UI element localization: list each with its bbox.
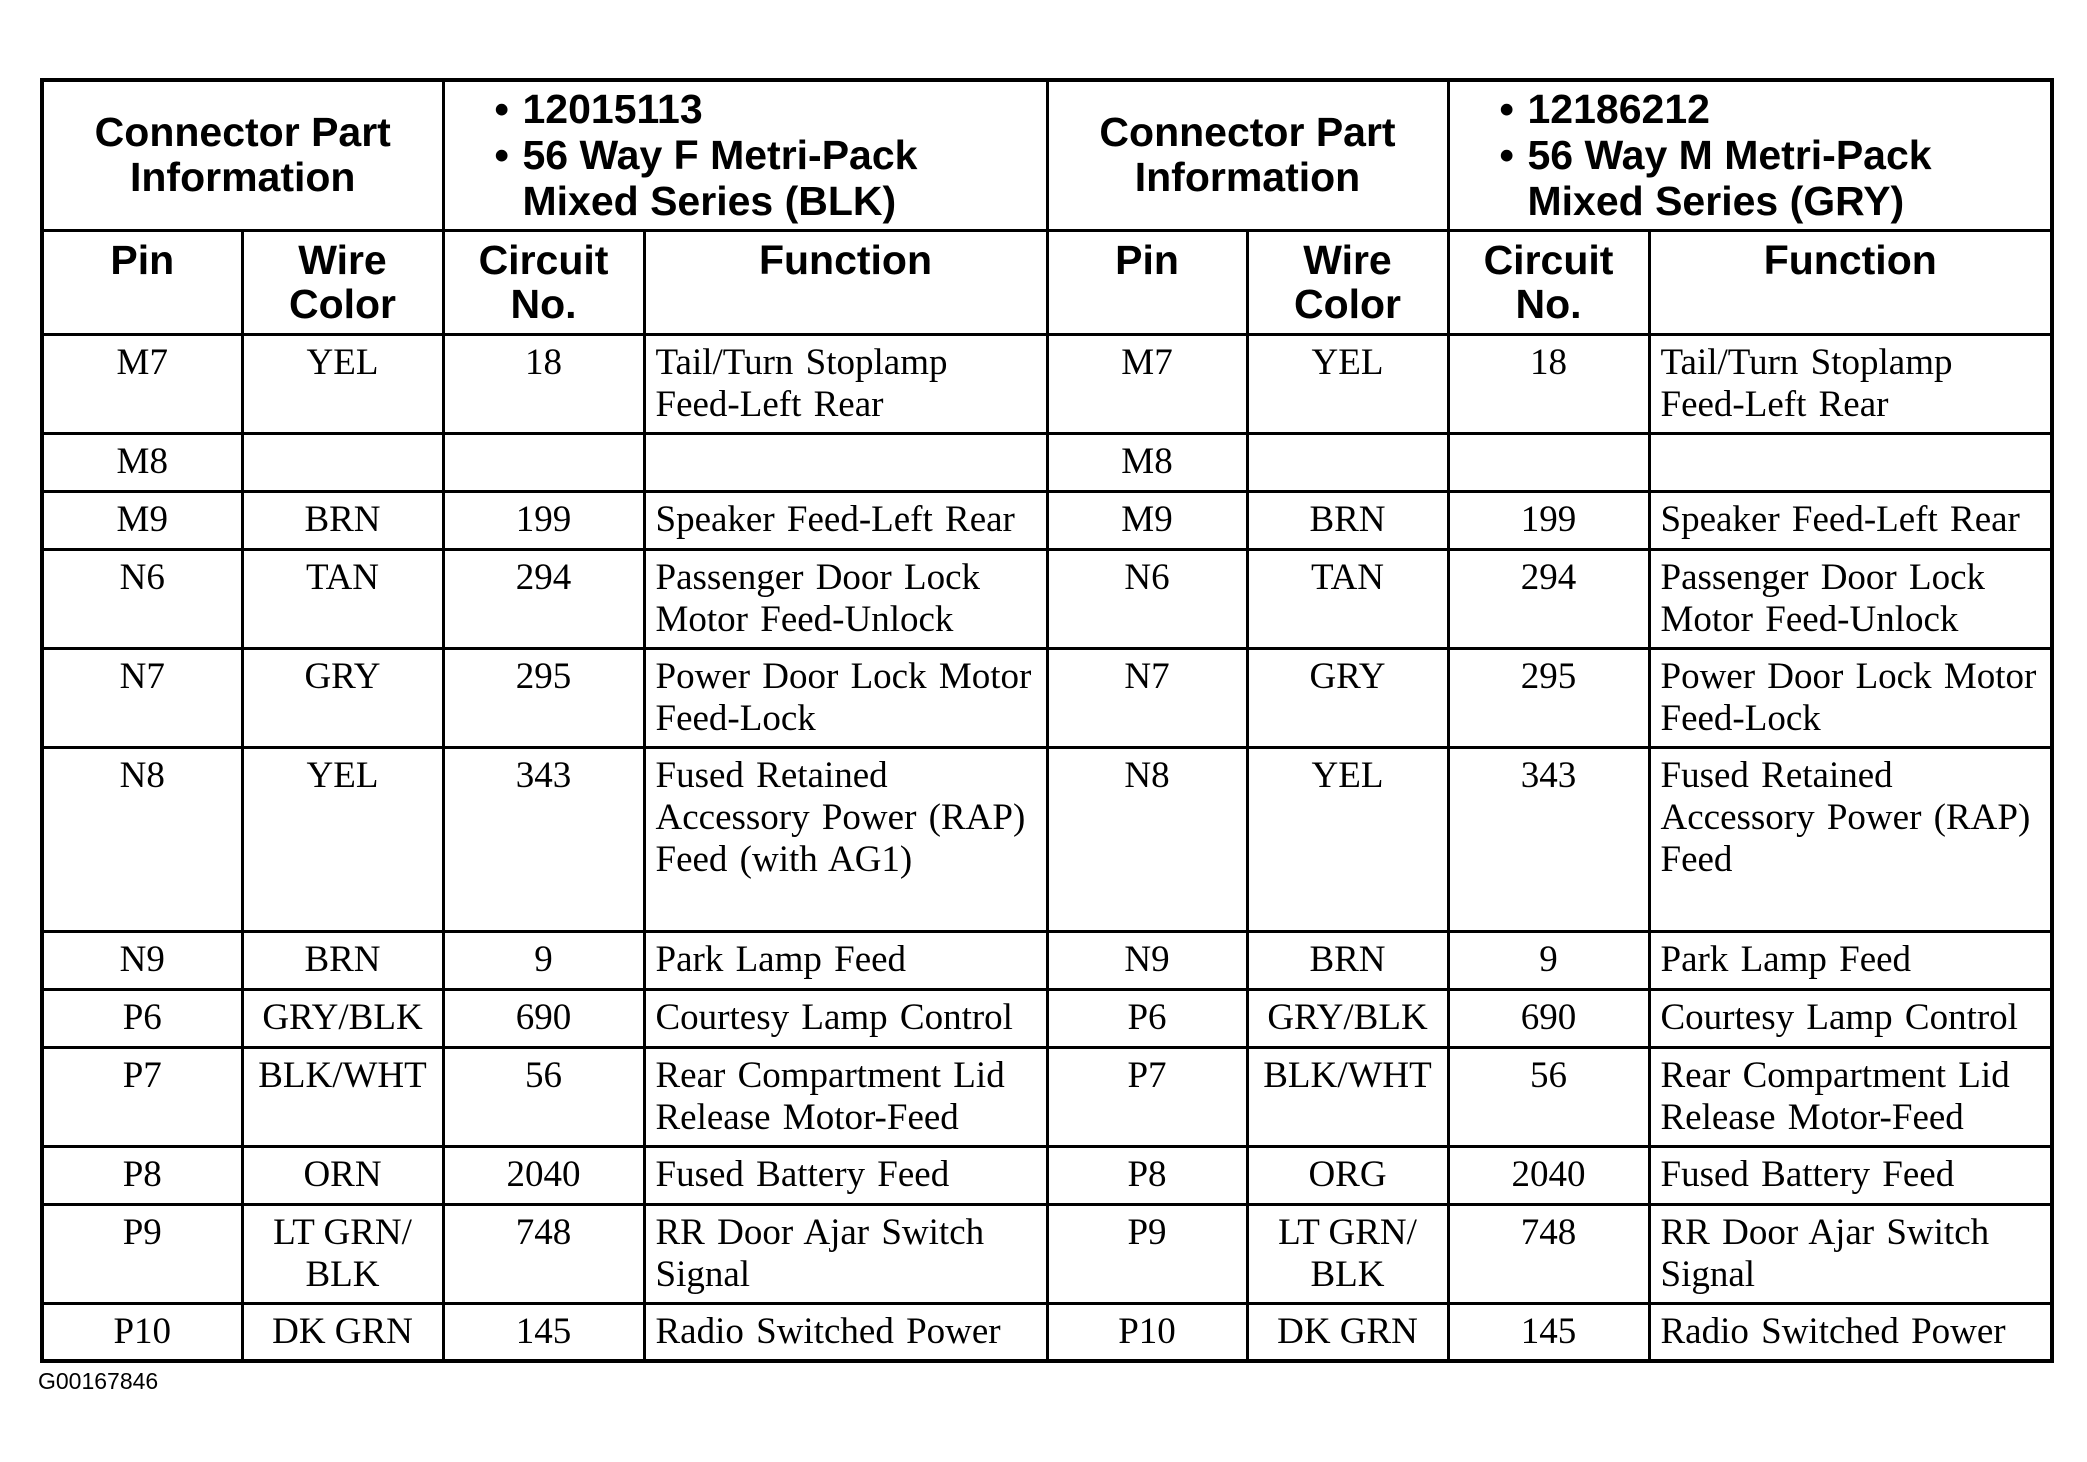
connector-description: 56 Way M Metri-Pack	[1527, 132, 1932, 179]
column-header-row	[42, 230, 2052, 334]
function-cell: Rear Compartment Lid Release Motor-Feed	[1649, 1047, 2052, 1146]
function-cell: Power Door Lock Motor Feed-Lock	[644, 648, 1047, 747]
connector-info-label-right	[1047, 80, 1448, 230]
function-cell: Fused Battery Feed	[644, 1146, 1047, 1204]
function-cell: RR Door Ajar Switch Signal	[1649, 1204, 2052, 1303]
pin-cell: P8	[1047, 1146, 1247, 1204]
function-cell: Power Door Lock Motor Feed-Lock	[1649, 648, 2052, 747]
wire-color-cell: GRY/BLK	[1247, 989, 1448, 1047]
circuit-cell: 18	[443, 334, 644, 433]
table-row	[42, 931, 2052, 989]
wire-color-cell: GRY	[1247, 648, 1448, 747]
table-row	[42, 1303, 2052, 1361]
wire-color-cell: LT GRN/ BLK	[1247, 1204, 1448, 1303]
pin-cell: N9	[42, 931, 242, 989]
pin-cell: P6	[1047, 989, 1247, 1047]
pin-cell: N8	[42, 747, 242, 931]
wire-color-cell: BRN	[242, 491, 443, 549]
table-row	[42, 491, 2052, 549]
circuit-cell: 9	[443, 931, 644, 989]
wire-color-cell: TAN	[242, 549, 443, 648]
circuit-cell: 145	[443, 1303, 644, 1361]
function-cell: Passenger Door Lock Motor Feed-Unlock	[644, 549, 1047, 648]
wire-color-cell: BRN	[242, 931, 443, 989]
wire-color-cell: YEL	[1247, 334, 1448, 433]
circuit-cell: 748	[1448, 1204, 1649, 1303]
connector-info-label-left	[42, 80, 443, 230]
function-cell: Park Lamp Feed	[1649, 931, 2052, 989]
circuit-cell: 295	[443, 648, 644, 747]
connector-series: Mixed Series (BLK)	[522, 178, 897, 225]
connector-info-label-text: Connector Part Information	[94, 109, 391, 201]
column-header-wire-color: Wire Color	[1247, 230, 1448, 334]
connector-info-label-text: Connector Part Information	[1099, 109, 1396, 201]
pin-cell: P9	[42, 1204, 242, 1303]
wire-color-cell: GRY/BLK	[242, 989, 443, 1047]
circuit-cell: 199	[1448, 491, 1649, 549]
wire-color-cell: LT GRN/ BLK	[242, 1204, 443, 1303]
table-row	[42, 549, 2052, 648]
connector-info-left	[443, 80, 1047, 230]
connector-pinout-table	[40, 78, 2054, 1363]
wire-color-cell: YEL	[1247, 747, 1448, 931]
connector-description: 56 Way F Metri-Pack	[522, 132, 918, 179]
column-header-function: Function	[1649, 230, 2052, 334]
column-header-pin: Pin	[1047, 230, 1247, 334]
pin-cell: P7	[1047, 1047, 1247, 1146]
pin-cell: P6	[42, 989, 242, 1047]
pin-cell: P10	[1047, 1303, 1247, 1361]
wire-color-cell: YEL	[242, 747, 443, 931]
circuit-cell	[443, 433, 644, 491]
pin-cell: N9	[1047, 931, 1247, 989]
circuit-cell: 18	[1448, 334, 1649, 433]
pin-cell: N7	[1047, 648, 1247, 747]
function-cell: Courtesy Lamp Control	[1649, 989, 2052, 1047]
function-cell: Speaker Feed-Left Rear	[1649, 491, 2052, 549]
function-cell	[1649, 433, 2052, 491]
wire-color-cell	[242, 433, 443, 491]
bullet-icon: •	[1499, 86, 1514, 133]
pin-cell: M9	[42, 491, 242, 549]
column-header-function: Function	[644, 230, 1047, 334]
pin-cell: P7	[42, 1047, 242, 1146]
table-row	[42, 1146, 2052, 1204]
circuit-cell: 748	[443, 1204, 644, 1303]
connector-series: Mixed Series (GRY)	[1527, 178, 1905, 225]
pin-cell: P8	[42, 1146, 242, 1204]
circuit-cell: 690	[443, 989, 644, 1047]
wire-color-cell: DK GRN	[242, 1303, 443, 1361]
circuit-cell: 56	[1448, 1047, 1649, 1146]
function-cell: Tail/Turn Stoplamp Feed-Left Rear	[644, 334, 1047, 433]
circuit-cell: 690	[1448, 989, 1649, 1047]
circuit-cell: 343	[1448, 747, 1649, 931]
circuit-cell: 199	[443, 491, 644, 549]
function-cell: Fused Retained Accessory Power (RAP) Feed	[1649, 747, 2052, 931]
pin-cell: N7	[42, 648, 242, 747]
pin-cell: P10	[42, 1303, 242, 1361]
function-cell: Fused Battery Feed	[1649, 1146, 2052, 1204]
circuit-cell: 294	[1448, 549, 1649, 648]
circuit-cell: 2040	[1448, 1146, 1649, 1204]
circuit-cell: 294	[443, 549, 644, 648]
function-cell: Speaker Feed-Left Rear	[644, 491, 1047, 549]
wire-color-cell: TAN	[1247, 549, 1448, 648]
function-cell	[644, 433, 1047, 491]
wire-color-cell: BLK/WHT	[1247, 1047, 1448, 1146]
pin-cell: N8	[1047, 747, 1247, 931]
function-cell: Radio Switched Power	[1649, 1303, 2052, 1361]
part-number: 12015113	[522, 86, 703, 133]
function-cell: Passenger Door Lock Motor Feed-Unlock	[1649, 549, 2052, 648]
pin-cell: M9	[1047, 491, 1247, 549]
column-header-wire-color: Wire Color	[242, 230, 443, 334]
pin-cell: P9	[1047, 1204, 1247, 1303]
pin-cell: M7	[1047, 334, 1247, 433]
figure-id: G00167846	[38, 1368, 159, 1394]
function-cell: RR Door Ajar Switch Signal	[644, 1204, 1047, 1303]
circuit-cell: 145	[1448, 1303, 1649, 1361]
bullet-icon: •	[494, 132, 509, 179]
circuit-cell: 56	[443, 1047, 644, 1146]
circuit-cell: 2040	[443, 1146, 644, 1204]
connector-info-right	[1448, 80, 2052, 230]
wire-color-cell: ORG	[1247, 1146, 1448, 1204]
function-cell: Fused Retained Accessory Power (RAP) Feed (with AG1)	[644, 747, 1047, 931]
wire-color-cell: DK GRN	[1247, 1303, 1448, 1361]
column-header-circuit-no: Circuit No.	[1448, 230, 1649, 334]
function-cell: Rear Compartment Lid Release Motor-Feed	[644, 1047, 1047, 1146]
wire-color-cell: BLK/WHT	[242, 1047, 443, 1146]
function-cell: Radio Switched Power	[644, 1303, 1047, 1361]
column-header-circuit-no: Circuit No.	[443, 230, 644, 334]
table-row	[42, 989, 2052, 1047]
wire-color-cell: YEL	[242, 334, 443, 433]
table-row	[42, 648, 2052, 747]
wire-color-cell: ORN	[242, 1146, 443, 1204]
wire-color-cell: BRN	[1247, 491, 1448, 549]
circuit-cell: 343	[443, 747, 644, 931]
table-row	[42, 334, 2052, 433]
function-cell: Courtesy Lamp Control	[644, 989, 1047, 1047]
column-header-pin: Pin	[42, 230, 242, 334]
pin-cell: M8	[42, 433, 242, 491]
wire-color-cell: GRY	[242, 648, 443, 747]
table-row	[42, 1047, 2052, 1146]
bullet-icon: •	[494, 86, 509, 133]
table-row	[42, 747, 2052, 931]
part-number: 12186212	[1527, 86, 1710, 133]
pin-cell: N6	[42, 549, 242, 648]
wire-color-cell	[1247, 433, 1448, 491]
circuit-cell	[1448, 433, 1649, 491]
table-row	[42, 433, 2052, 491]
pin-cell: M7	[42, 334, 242, 433]
connector-info-row	[42, 80, 2052, 230]
wire-color-cell: BRN	[1247, 931, 1448, 989]
pin-cell: N6	[1047, 549, 1247, 648]
circuit-cell: 9	[1448, 931, 1649, 989]
table-row	[42, 1204, 2052, 1303]
bullet-icon: •	[1499, 132, 1514, 179]
function-cell: Tail/Turn Stoplamp Feed-Left Rear	[1649, 334, 2052, 433]
circuit-cell: 295	[1448, 648, 1649, 747]
function-cell: Park Lamp Feed	[644, 931, 1047, 989]
pin-cell: M8	[1047, 433, 1247, 491]
